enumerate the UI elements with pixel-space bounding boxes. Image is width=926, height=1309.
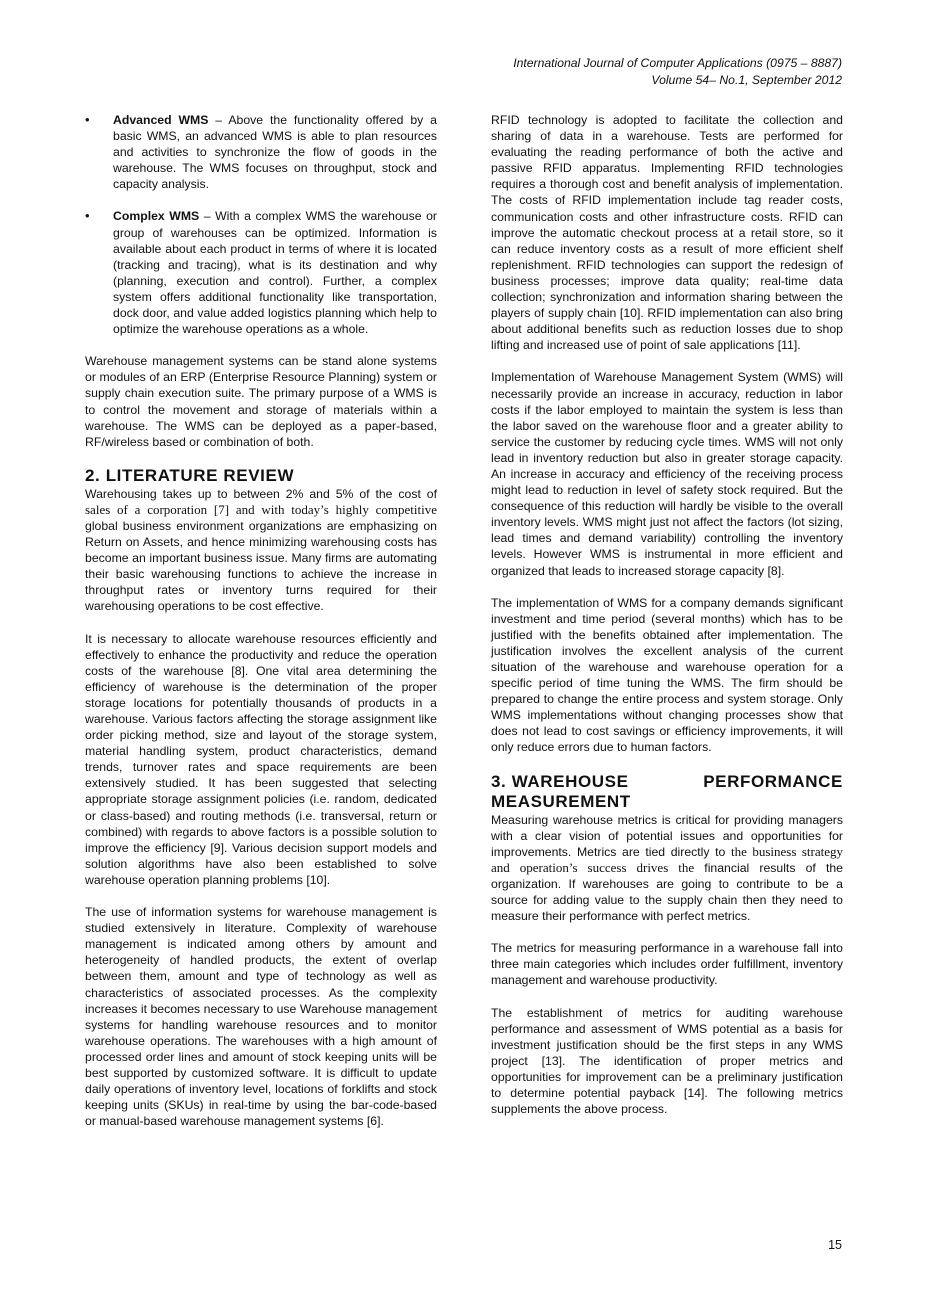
text-run-serif: the business strategy and operation’s success drives the: [491, 843, 844, 875]
list-item-advanced-wms: [85, 112, 437, 192]
left-column: [85, 112, 437, 1145]
paragraph: [491, 812, 843, 925]
list-item-complex-wms: [85, 208, 437, 337]
volume-info: Volume 54– No.1, September 2012: [651, 73, 842, 87]
paragraph: The metrics for measuring performance in a warehouse fall into three main categories which includes order fulfillment, inventory management and warehouse productivity.: [491, 941, 843, 988]
paragraph: The use of information systems for warehouse management is studied extensively in literature. Complexity of warehouse management is indicated among others by amount and heterogeneity of handled products, the extent of overlap between them, amount and type of technology as well as characteristics of associated processes. As the complexity increases it becomes necessary to use Warehouse management systems for handling warehouse resources and to monitor warehouse operations. The warehouses with a high amount of processed order lines and amount of stock keeping units will be best supported by customized software. It is difficult to update daily operations of inventory level, locations of forklifts and stock keeping units (SKUs) in real-time by using the bar-code-based or manual-based warehouse management systems [6].: [85, 905, 437, 1129]
section-heading-warehouse-performance: [491, 772, 843, 812]
list-item-term: Advanced WMS: [113, 113, 209, 127]
list-item-text: – With a complex WMS the warehouse or group of warehouses can be optimized. Information is available about each product in terms of where it is located (tracking and tracing), what is its destination and why (planning, execution and control). Further, a complex system offers additional functionality like transportation, dock door, and value added logistics planning which help to optimize the warehouse operations as a whole.: [113, 209, 437, 337]
running-header: [513, 55, 842, 89]
text-run: financial results of the organization. If warehouses are going to contribute to be a source for adding value to the supply chain then they need to measure their performance with perfect metrics.: [491, 860, 843, 924]
paragraph: [85, 486, 437, 615]
page-number: 15: [828, 1238, 842, 1252]
heading-part: PERFORMANCE: [703, 771, 843, 791]
text-run-serif: sales of a corporation [7] and with today’s highly competitive: [85, 501, 437, 517]
text-run: global business environment organizations are emphasizing on Return on Assets, and hence minimizing warehousing costs has become an important business issue. Many firms are automating their basic warehousing functions to achieve the increase in throughput rates or inventory turns required for their warehousing operations to be cost effective.: [85, 518, 437, 614]
paragraph: Warehouse management systems can be stand alone systems or modules of an ERP (Enterprise Resource Planning) system or supply chain execution suite. The primary purpose of a WMS is to control the movement and storage of materials within a warehouse. The WMS can be deployed as a paper-based, RF/wireless based or combination of both.: [85, 354, 437, 449]
section-heading-literature-review: 2. LITERATURE REVIEW: [85, 465, 295, 485]
text-run: Warehousing takes up to between 2% and 5% of the cost of: [85, 486, 437, 501]
heading-part: MEASUREMENT: [491, 791, 631, 811]
paragraph: It is necessary to allocate warehouse resources efficiently and effectively to enhance the productivity and reduce the operation costs of the warehouse [8]. One vital area determining the efficiency of warehouse is the determination of the proper storage locations for potentially thousands of products in a warehouse. Various factors affecting the storage assignment like order picking method, size and layout of the storage system, material handling system, product characteristics, demand trends, turnover rates and space requirements are been extensively studied. It has been suggested that selecting appropriate storage assignment policies (i.e. random, dedicated or class-based) and routing methods (i.e. transversal, return or combined) with regards to above factors is a possible solution to improve the efficiency [9]. Various decision support models and solution algorithms have also been established to solve warehouse operation planning problems [10].: [85, 631, 437, 887]
paragraph: RFID technology is adopted to facilitate the collection and sharing of data in a warehouse. Tests are performed for evaluating the reading performance of both the active and passive RFID apparatus. Implementing RFID technologies requires a thorough cost and benefit analysis of implementation. The costs of RFID implementation include tag reader costs, communication costs and other infrastructure costs. RFID can improve the automatic checkout process at a retail store, so it can reduce inventory costs as a result of more efficient shelf replenishment. RFID technologies can support the redesign of business processes; improve data quality; real-time data collection; synchronization and information sharing between the players of supply chain [10]. RFID implementation can also bring about additional benefits such as reduction losses due to shop lifting and increased use of point of sale applications [11].: [491, 113, 843, 353]
heading-part: 3. WAREHOUSE: [491, 771, 629, 791]
text-run: Measuring warehouse metrics is critical for providing managers with a clear vision of potential issues and opportunities for improvements. Metrics are tied directly to: [491, 812, 843, 859]
right-column: [491, 112, 843, 1133]
paragraph: The establishment of metrics for auditing warehouse performance and assessment of WMS potential as a basis for investment justification should be the first steps in any WMS project [13]. The identification of proper metrics and opportunities for improvement can be a preliminary justification to determine potential payback [14]. The following metrics supplements the above process.: [491, 1005, 843, 1117]
journal-title: International Journal of Computer Applications (0975 – 8887): [513, 56, 842, 70]
paragraph: Implementation of Warehouse Management System (WMS) will necessarily provide an increase in accuracy, reduction in labor costs if the labor employed to maintain the system is less than the labor saved on the warehouse floor and a greater ability to service the customer by reducing cycle times. WMS will not only lead in inventory reduction but also in greater storage capacity. An increase in accuracy and efficiency of the receiving process might lead to reduction in level of safety stock required. But the consequence of this reduction will hardly be visible to the overall inventory levels. WMS might just not affect the factors (lot sizing, lead times and demand variability) controlling the inventory levels. However WMS is instrumental in more efficient and organized that leads to increased storage capacity [8].: [491, 370, 843, 578]
list-item-text: – Above the functionality offered by a basic WMS, an advanced WMS is able to plan resources and activities to synchronize the flow of goods in the warehouse. The WMS focuses on throughput, stock and capacity analysis.: [113, 113, 437, 192]
wms-types-list: [85, 112, 437, 337]
list-item-term: Complex WMS: [113, 209, 200, 224]
paragraph: The implementation of WMS for a company demands significant investment and time period (several months) which has to be justified with the benefits obtained after implementation. The justification involves the excellent analysis of the current situation of the warehouse and warehouse operation for a specific period of time tuning the WMS. The firm should be prepared to change the entire process and system storage. Only WMS implementations without changing processes show that does not lead to cost savings or efficiency improvements, it will only reduce errors due to human factors.: [491, 595, 843, 755]
